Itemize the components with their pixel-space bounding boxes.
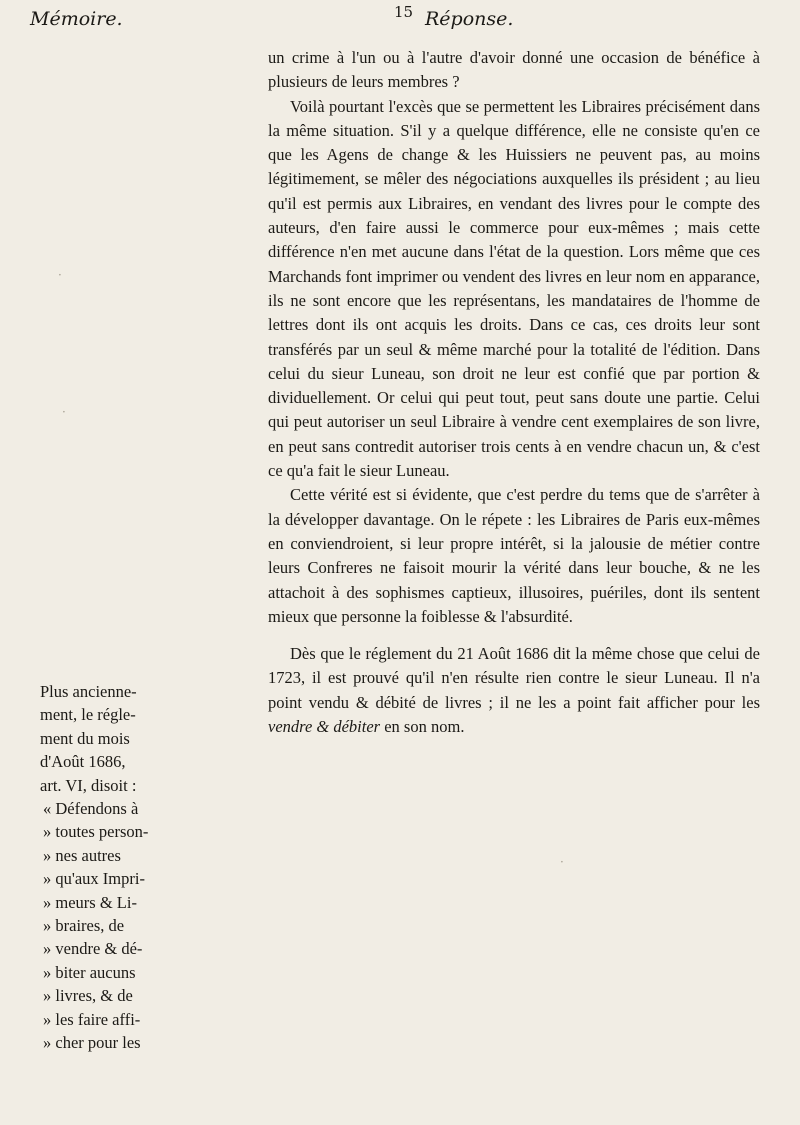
main-text-column xyxy=(268,46,760,739)
side-note-line: » les faire affi- xyxy=(43,1009,141,1029)
side-note-line: » nes autres xyxy=(43,845,121,865)
paragraph-3: Cette vérité est si évidente, que c'est perdre du tems que de s'arrêter à la développer davantage. On le répete : les Libraires de Paris eux-mêmes en conviendroient, si leur propre intérêt, si la jalousie de métier contre leurs Confreres ne faisoit mourir la vérité dans leur bouche, & ne les attachoit à des sophismes captieux, illusoires, puériles, dont ils sentent mieux que personne la foiblesse & l'absurdité. xyxy=(268,485,760,626)
paper-speck: · xyxy=(58,268,62,282)
side-note-line: Plus ancienne- xyxy=(40,682,137,701)
side-note-line: » vendre & dé- xyxy=(43,939,143,959)
paper-speck: · xyxy=(560,855,564,869)
side-note-line: » livres, & de xyxy=(43,986,133,1006)
side-note-line: » biter aucuns xyxy=(43,962,136,982)
side-note-line: » meurs & Li- xyxy=(43,892,137,912)
side-note-line: » cher pour les xyxy=(43,1033,141,1053)
side-note-line: d'Août 1686, xyxy=(40,752,126,772)
paragraph-4 xyxy=(268,642,760,739)
side-note-line: » toutes person- xyxy=(43,822,149,842)
side-note-line: « Défendons à xyxy=(43,799,139,819)
page-number: 15 xyxy=(394,3,414,21)
running-header-left: Mémoire. xyxy=(30,8,123,30)
paper-speck: · xyxy=(62,405,66,419)
paragraph-2: Voilà pourtant l'excès que se permettent les Libraires précisément dans la même situation. S'il y a quelque différence, elle ne consiste qu'en ce que les Agens de change & les Huissiers ne peuvent pas, au moins légitimement, se mêler des négociations auxquelles ils président ; au lieu qu'il est permis aux Libraires, en vendant des livres pour le compte des auteurs, d'en faire aussi le commerce pour eux-mêmes ; mais cette différence n'en met aucune dans l'état de la question. Lors même que ces Marchands font imprimer ou vendent des livres en leur nom en apparance, ils ne sont encore que les représentans, les mandataires de l'homme de lettres dont ils ont acquis les droits. Dans ce cas, ces droits leur sont transférés par un seul & même marché pour la totalité de l'édition. Dans celui du sieur Luneau, son droit ne leur est confié que par portion & dividuellement. Or celui qui peut tout, peut sans doute une partie. Celui qui peut autoriser un seul Libraire à vendre cent exemplaires de son livre, en peut sans contredit autoriser trois cents à en vendre chacun un, & c'est ce qu'a fait le sieur Luneau. xyxy=(268,96,760,481)
side-note-line: art. VI, disoit : xyxy=(40,775,137,795)
side-note-line: ment, le régle- xyxy=(40,705,136,725)
side-note-line: » braires, de xyxy=(43,916,125,936)
side-note-line: » qu'aux Impri- xyxy=(43,869,145,889)
paragraph-4-text: Dès que le réglement du 21 Août 1686 dit la même chose que celui de 1723, il est prouvé qu'il n'en résulte rien contre le sieur Luneau. Il n'a point vendu & débité de livres ; il ne les a point fait afficher pour les xyxy=(268,644,760,712)
paragraph-continuation: un crime à l'un ou à l'autre d'avoir donné une occasion de bénéfice à plusieurs de leurs membres ? xyxy=(268,48,760,92)
marginal-note xyxy=(40,680,240,1055)
paragraph-4-end: en son nom. xyxy=(380,717,465,737)
running-header-right: Réponse. xyxy=(425,8,514,30)
paragraph-4-italic: vendre & débiter xyxy=(268,717,381,737)
side-note-line: ment du mois xyxy=(40,728,130,748)
